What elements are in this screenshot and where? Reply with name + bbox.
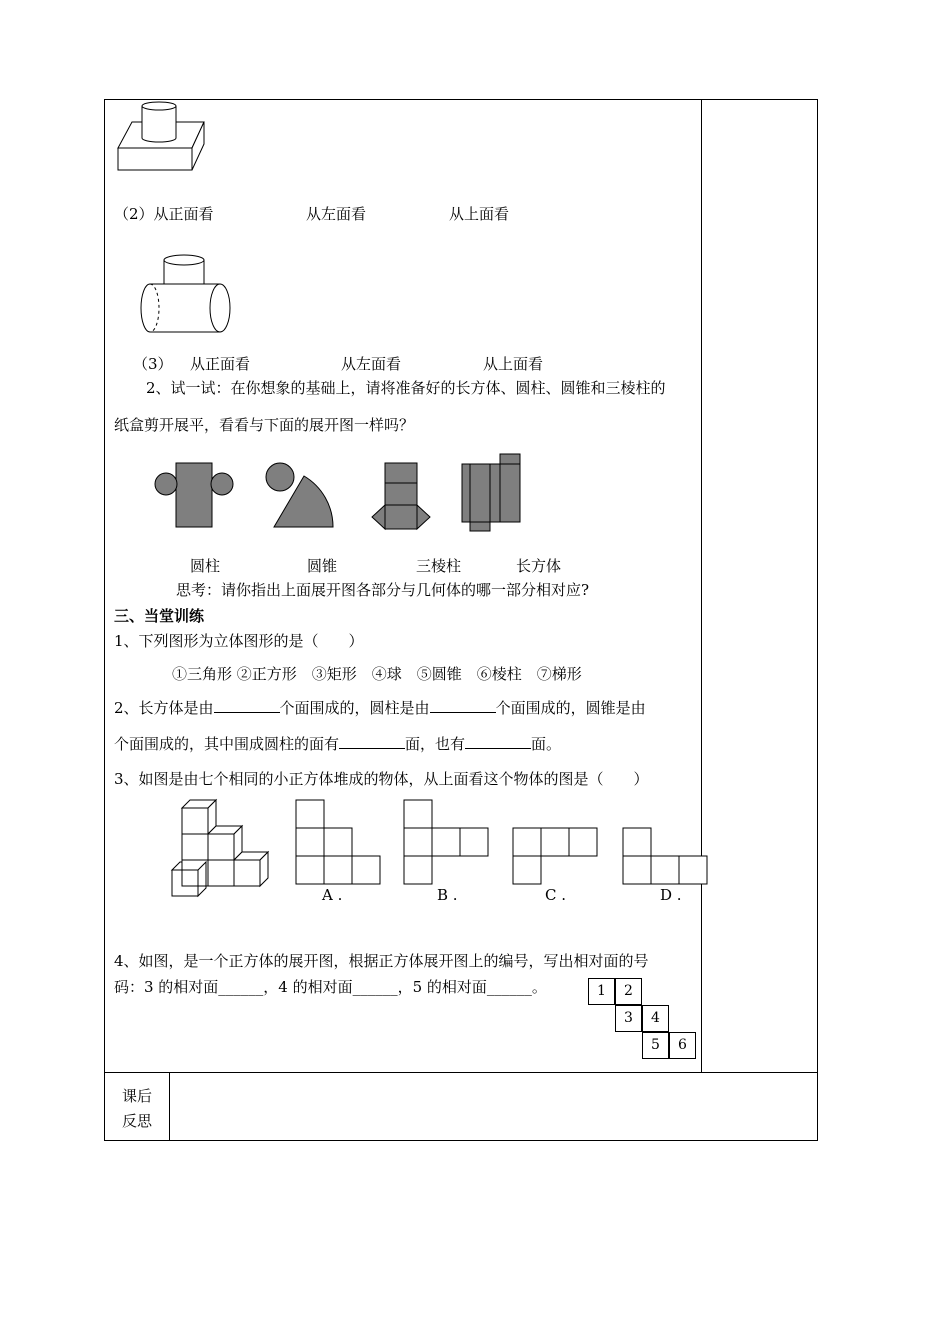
q2-blank-4[interactable] <box>465 733 531 749</box>
q1-question: 1、下列图形为立体图形的是（ ） <box>114 632 364 650</box>
q2-blank-2[interactable] <box>430 697 496 713</box>
cuboid-net-figure <box>460 453 526 533</box>
views-row-2-front: （2）从正面看 <box>114 205 214 223</box>
views-row-3-front: 从正面看 <box>190 355 251 373</box>
choice-c-figure[interactable] <box>512 827 598 885</box>
q2-text-e: 面，也有 <box>405 735 466 753</box>
table-row-divider <box>104 1072 818 1073</box>
net-label-cylinder: 圆柱 <box>190 557 221 575</box>
views-row-3-num: （3） <box>133 355 173 373</box>
net-label-cuboid: 长方体 <box>516 557 562 575</box>
cylinder-net-figure <box>154 462 236 530</box>
q2-text-a: 2、长方体是由 <box>114 699 214 717</box>
choice-a-label[interactable]: A . <box>322 886 343 904</box>
choice-a-figure[interactable] <box>295 799 381 885</box>
q2-text-f: 面。 <box>531 735 562 753</box>
net-label-triangular-prism: 三棱柱 <box>416 557 462 575</box>
table-right-column-divider <box>701 99 702 1072</box>
net-label-cone: 圆锥 <box>307 557 338 575</box>
section-3-title: 三、当堂训练 <box>114 607 205 625</box>
net-cell-1: 1 <box>588 978 615 1005</box>
net-cell-2: 2 <box>615 978 642 1005</box>
q2-text-b: 个面围成的，圆柱是由 <box>279 699 430 717</box>
reflection-label-line-1: 课后 <box>122 1087 153 1105</box>
q1-options: ①三角形 ②正方形 ③矩形 ④球 ⑤圆锥 ⑥棱柱 ⑦梯形 <box>172 665 582 683</box>
net-cell-3: 3 <box>615 1005 642 1032</box>
cylinder-on-block-figure <box>114 100 209 175</box>
views-row-3-left: 从左面看 <box>341 355 402 373</box>
think-prompt: 思考：请你指出上面展开图各部分与几何体的哪一部分相对应? <box>176 581 590 599</box>
cone-net-figure <box>264 462 336 530</box>
reflection-label-line-2: 反思 <box>122 1112 153 1130</box>
try-it-line-2: 纸盒剪开展平，看看与下面的展开图一样吗？ <box>114 416 415 434</box>
q4-line-1: 4、如图，是一个正方体的展开图，根据正方体展开图上的编号，写出相对面的号 <box>114 952 649 970</box>
net-cell-5: 5 <box>642 1032 669 1059</box>
net-cell-6: 6 <box>669 1032 696 1059</box>
q2-blank-3[interactable] <box>339 733 405 749</box>
try-it-line-1: 2、试一试：在你想象的基础上，请将准备好的长方体、圆柱、圆锥和三棱柱的 <box>146 379 666 397</box>
q2-text-d: 个面围成的，其中围成圆柱的面有 <box>114 735 340 753</box>
choice-c-label[interactable]: C . <box>545 886 567 904</box>
choice-d-label[interactable]: D . <box>660 886 682 904</box>
choice-d-figure[interactable] <box>622 827 708 885</box>
q2-line-2 <box>114 733 561 754</box>
choice-b-label[interactable]: B . <box>437 886 458 904</box>
views-row-3-top: 从上面看 <box>483 355 544 373</box>
q4-line-2: 码：3 的相对面______，4 的相对面______，5 的相对面______。 <box>114 978 547 996</box>
q2-line-1 <box>114 697 646 718</box>
reflection-input-area[interactable] <box>172 1074 814 1138</box>
choice-b-figure[interactable] <box>403 799 489 885</box>
q3-question: 3、如图是由七个相同的小正方体堆成的物体，从上面看这个物体的图是（ ） <box>114 770 649 788</box>
views-row-2-left: 从左面看 <box>306 205 367 223</box>
net-cell-4: 4 <box>642 1005 669 1032</box>
t-pipe-figure <box>138 252 238 338</box>
stacked-cubes-figure <box>170 798 274 900</box>
triangular-prism-net-figure <box>370 462 436 532</box>
q2-blank-1[interactable] <box>214 697 280 713</box>
reflection-label-divider <box>169 1072 170 1141</box>
q2-text-c: 个面围成的，圆锥是由 <box>495 699 646 717</box>
views-row-2-top: 从上面看 <box>449 205 510 223</box>
